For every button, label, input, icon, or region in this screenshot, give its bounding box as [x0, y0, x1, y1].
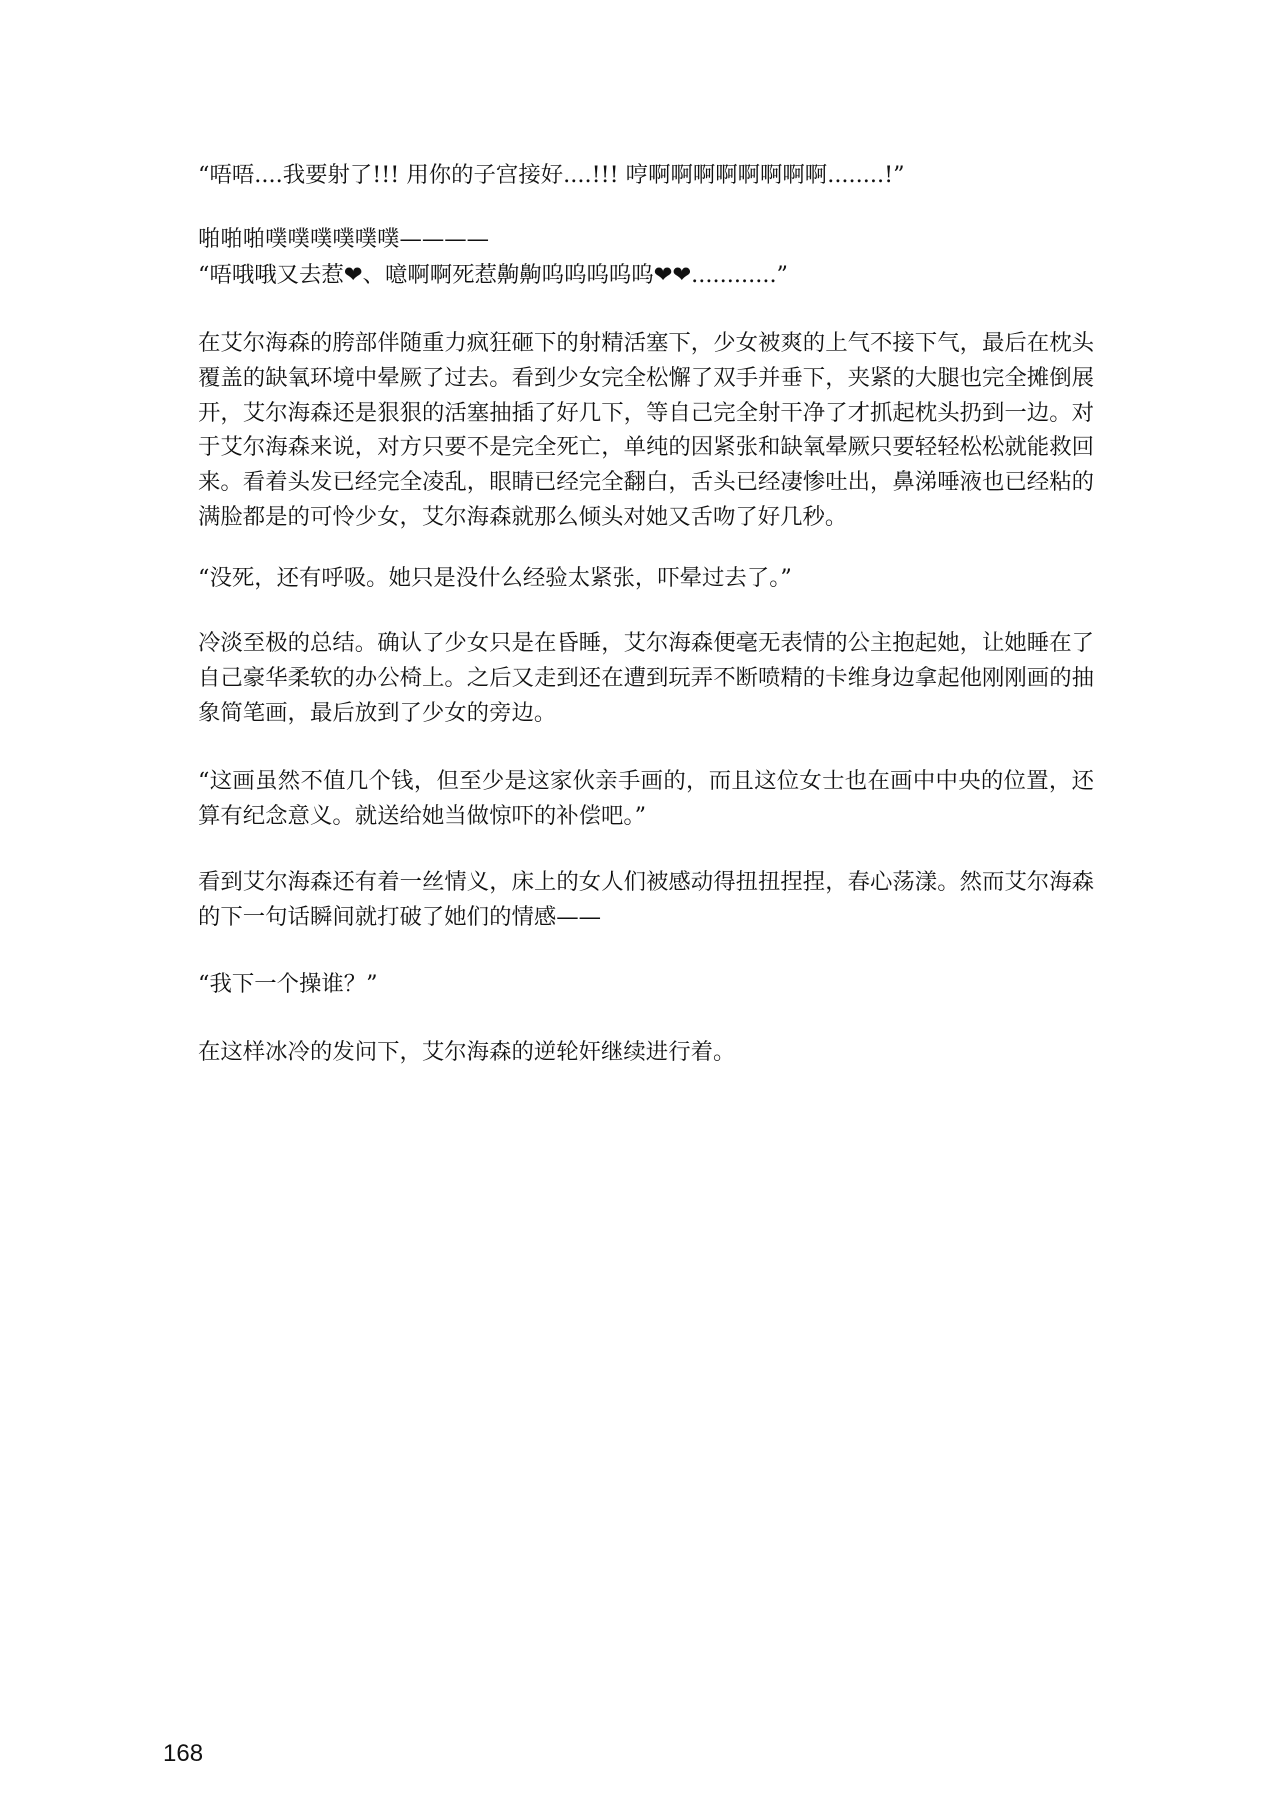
dialogue-line: “唔唔....我要射了!!! 用你的子宫接好....!!! 哼啊啊啊啊啊啊啊啊........!” [198, 162, 905, 188]
dialogue-line: “唔哦哦又去惹❤、噫啊啊死惹齁齁呜呜呜呜呜❤❤............” [198, 262, 789, 288]
dialogue-line: “我下一个操谁？” [198, 971, 378, 997]
page-number: 168 [163, 1740, 204, 1767]
sound-effect-line: 啪啪啪噗噗噗噗噗噗———— [198, 226, 490, 252]
body-paragraph: 在这样冰冷的发问下，艾尔海森的逆轮奸继续进行着。 [198, 1039, 736, 1065]
body-paragraph: 冷淡至极的总结。确认了少女只是在昏睡，艾尔海森便毫无表情的公主抱起她，让她睡在了自己豪华柔软的办公椅上。之后又走到还在遭到玩弄不断喷精的卡维身边拿起他刚刚画的抽象简笔画，最后放到了少女的旁边。 [198, 630, 1094, 726]
body-paragraph: 看到艾尔海森还有着一丝情义，床上的女人们被感动得扭扭捏捏，春心荡漾。然而艾尔海森的下一句话瞬间就打破了她们的情感—— [198, 869, 1094, 930]
dialogue-line: “这画虽然不值几个钱，但至少是这家伙亲手画的，而且这位女士也在画中中央的位置，还算有纪念意义。就送给她当做惊吓的补偿吧。” [198, 768, 1094, 829]
body-paragraph: 在艾尔海森的胯部伴随重力疯狂砸下的射精活塞下，少女被爽的上气不接下气，最后在枕头覆盖的缺氧环境中晕厥了过去。看到少女完全松懈了双手并垂下，夹紧的大腿也完全摊倒展开，艾尔海森还是狠狠的活塞抽插了好几下，等自己完全射干净了才抓起枕头扔到一边。对于艾尔海森来说，对方只要不是完全死亡，单纯的因紧张和缺氧晕厥只要轻轻松松就能救回来。看着头发已经完全凌乱，眼睛已经完全翻白，舌头已经凄惨吐出，鼻涕唾液也已经粘的满脸都是的可怜少女，艾尔海森就那么倾头对她又舌吻了好几秒。 [198, 330, 1094, 530]
dialogue-line: “没死，还有呼吸。她只是没什么经验太紧张，吓晕过去了。” [198, 565, 792, 591]
